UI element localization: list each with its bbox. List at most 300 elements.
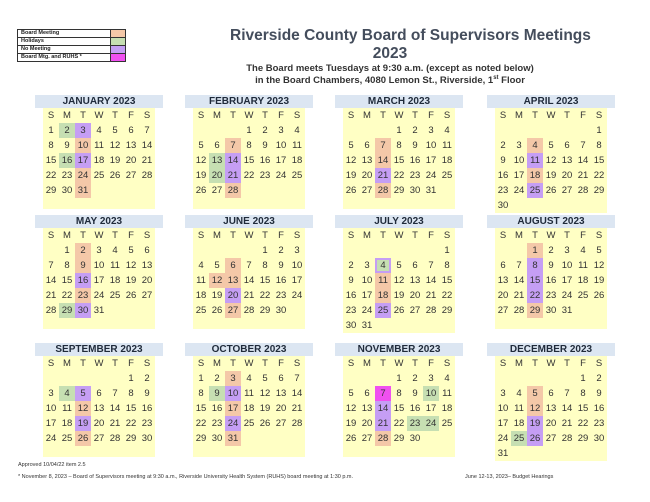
weekday-label: S xyxy=(293,230,301,241)
weekday-label: M xyxy=(213,358,221,369)
day-cell: 3 xyxy=(428,373,434,384)
day-cell: 2 xyxy=(412,373,418,384)
day-cell: 15 xyxy=(259,275,271,286)
day-cell: 8 xyxy=(198,388,204,399)
day-cell: 28 xyxy=(109,433,121,444)
empty-cell xyxy=(575,123,591,138)
day-cell: 31 xyxy=(561,305,573,316)
day-cell: 8 xyxy=(396,140,402,151)
day-cell: 19 xyxy=(545,170,557,181)
day-cell: 14 xyxy=(425,275,437,286)
weekday-label: S xyxy=(499,110,507,121)
day-cell: 25 xyxy=(441,418,453,429)
empty-cell xyxy=(559,371,575,386)
day-cell: 26 xyxy=(345,185,357,196)
weekday-label: S xyxy=(143,110,151,121)
weekday-label: S xyxy=(595,110,603,121)
day-cell: 23 xyxy=(545,290,557,301)
weekday-label: F xyxy=(278,110,284,121)
day-cell: 6 xyxy=(364,140,370,151)
weekday-label: T xyxy=(532,230,538,241)
day-cell: 25 xyxy=(441,170,453,181)
day-cell: 17 xyxy=(291,275,303,286)
day-cell: 23 xyxy=(141,418,153,429)
day-cell: 7 xyxy=(375,386,391,401)
empty-cell xyxy=(375,123,391,138)
day-cell: 25 xyxy=(109,290,121,301)
day-cell: 22 xyxy=(61,290,73,301)
month-september xyxy=(35,343,163,457)
day-cell: 25 xyxy=(291,170,303,181)
superscript: st xyxy=(493,74,499,81)
day-cell: 12 xyxy=(345,403,357,414)
day-cell: 18 xyxy=(441,403,453,414)
weekday-label: T xyxy=(532,358,538,369)
day-cell: 11 xyxy=(514,403,524,414)
day-cell: 13 xyxy=(93,403,105,414)
legend-swatch xyxy=(110,54,125,61)
empty-cell xyxy=(375,371,391,386)
day-cell: 9 xyxy=(278,260,284,271)
day-cell: 20 xyxy=(409,290,421,301)
day-cell: 25 xyxy=(61,433,73,444)
legend-swatch xyxy=(110,46,125,53)
weekday-label: S xyxy=(143,230,151,241)
day-cell: 22 xyxy=(593,170,605,181)
day-cell: 11 xyxy=(244,388,254,399)
month-title: JANUARY 2023 xyxy=(35,95,163,108)
day-cell: 4 xyxy=(444,125,450,136)
empty-cell xyxy=(359,371,375,386)
day-cell: 3 xyxy=(75,123,91,138)
day-cell: 23 xyxy=(497,185,509,196)
empty-cell xyxy=(559,123,575,138)
empty-cell xyxy=(359,123,375,138)
day-cell: 15 xyxy=(125,403,137,414)
empty-cell xyxy=(59,371,75,386)
month-title: APRIL 2023 xyxy=(487,95,615,108)
day-cell: 3 xyxy=(500,388,506,399)
budget-hearings-note: June 12-13, 2023– Budget Hearings xyxy=(465,474,554,480)
day-cell: 27 xyxy=(125,170,137,181)
month-title: AUGUST 2023 xyxy=(487,215,615,228)
day-cell: 31 xyxy=(425,185,437,196)
month-june xyxy=(185,215,313,329)
empty-cell xyxy=(511,123,527,138)
day-cell: 30 xyxy=(275,305,287,316)
day-cell: 12 xyxy=(545,155,557,166)
day-cell: 26 xyxy=(211,305,223,316)
day-cell: 22 xyxy=(45,170,57,181)
weekday-label: F xyxy=(278,230,284,241)
month-body xyxy=(43,356,155,457)
weekday-label: S xyxy=(595,230,603,241)
day-cell: 23 xyxy=(345,305,357,316)
day-cell: 14 xyxy=(225,153,241,168)
day-cell: 29 xyxy=(441,305,453,316)
empty-cell xyxy=(527,123,543,138)
day-cell: 27 xyxy=(561,185,573,196)
day-cell: 16 xyxy=(275,275,287,286)
day-cell: 17 xyxy=(561,275,573,286)
day-cell: 17 xyxy=(425,403,437,414)
month-may xyxy=(35,215,163,329)
day-cell: 13 xyxy=(561,155,573,166)
day-cell: 10 xyxy=(561,260,573,271)
weekday-label: F xyxy=(128,230,134,241)
day-cell: 2 xyxy=(59,123,75,138)
legend-item xyxy=(18,54,125,61)
day-cell: 1 xyxy=(48,125,54,136)
day-cell: 21 xyxy=(243,290,255,301)
day-cell: 9 xyxy=(500,155,506,166)
legend-item xyxy=(18,46,125,54)
legend-item xyxy=(18,30,125,38)
month-title: MAY 2023 xyxy=(35,215,163,228)
day-cell: 29 xyxy=(593,185,605,196)
empty-cell xyxy=(193,123,209,138)
month-november xyxy=(335,343,463,457)
day-cell: 17 xyxy=(275,155,287,166)
month-title: JULY 2023 xyxy=(335,215,463,228)
month-body xyxy=(343,108,455,209)
weekday-label: M xyxy=(515,230,523,241)
weekday-label: T xyxy=(380,230,386,241)
day-cell: 22 xyxy=(259,290,271,301)
day-cell: 27 xyxy=(361,185,373,196)
weekday-label: M xyxy=(63,230,71,241)
day-cell: 15 xyxy=(195,403,207,414)
day-cell: 26 xyxy=(545,185,557,196)
day-cell: 22 xyxy=(527,288,543,303)
day-cell: 1 xyxy=(246,125,252,136)
day-cell: 13 xyxy=(361,155,373,166)
empty-cell xyxy=(43,371,59,386)
weekday-label: W xyxy=(244,110,254,121)
legend-swatch xyxy=(110,38,125,45)
day-cell: 23 xyxy=(75,288,91,303)
day-cell: 23 xyxy=(211,418,223,429)
day-cell: 7 xyxy=(246,260,252,271)
weekday-label: S xyxy=(47,110,55,121)
day-cell: 3 xyxy=(516,140,522,151)
day-cell: 6 xyxy=(564,140,570,151)
month-title: OCTOBER 2023 xyxy=(185,343,313,356)
weekday-label: T xyxy=(564,110,570,121)
day-cell: 4 xyxy=(375,258,391,273)
day-cell: 8 xyxy=(262,260,268,271)
day-cell: 22 xyxy=(195,418,207,429)
weekday-label: M xyxy=(363,230,371,241)
day-cell: 29 xyxy=(393,433,405,444)
day-cell: 6 xyxy=(500,260,506,271)
day-cell: 18 xyxy=(243,403,255,414)
day-cell: 2 xyxy=(144,373,150,384)
subtitle-line-1: The Board meets Tuesdays at 9:30 a.m. (except as noted below) xyxy=(246,63,534,74)
day-cell: 6 xyxy=(96,388,102,399)
weekday-label: W xyxy=(394,358,404,369)
day-cell: 12 xyxy=(259,388,271,399)
day-cell: 20 xyxy=(275,403,287,414)
empty-cell xyxy=(407,243,423,258)
month-body xyxy=(495,356,607,461)
day-cell: 24 xyxy=(361,305,373,316)
day-cell: 15 xyxy=(243,155,255,166)
day-cell: 19 xyxy=(109,155,121,166)
day-cell: 4 xyxy=(198,260,204,271)
month-body xyxy=(495,228,607,329)
day-cell: 1 xyxy=(580,373,586,384)
day-cell: 22 xyxy=(243,170,255,181)
day-cell: 13 xyxy=(409,275,421,286)
empty-cell xyxy=(543,371,559,386)
day-cell: 5 xyxy=(112,125,118,136)
day-cell: 10 xyxy=(75,138,91,153)
legend-label: No Meeting xyxy=(21,46,51,52)
day-cell: 16 xyxy=(497,170,509,181)
month-body xyxy=(193,228,305,329)
day-cell: 7 xyxy=(112,388,118,399)
legend-label: Board Meeting xyxy=(21,30,60,36)
day-cell: 24 xyxy=(497,433,509,444)
day-cell: 21 xyxy=(513,290,525,301)
day-cell: 5 xyxy=(214,260,220,271)
day-cell: 10 xyxy=(425,140,437,151)
empty-cell xyxy=(511,243,527,258)
day-cell: 2 xyxy=(278,245,284,256)
weekday-label: T xyxy=(80,230,86,241)
day-cell: 17 xyxy=(425,155,437,166)
weekday-label: W xyxy=(546,110,556,121)
month-title: JUNE 2023 xyxy=(185,215,313,228)
day-cell: 10 xyxy=(423,386,439,401)
day-cell: 23 xyxy=(409,170,421,181)
day-cell: 21 xyxy=(291,403,303,414)
day-cell: 6 xyxy=(225,258,241,273)
day-cell: 21 xyxy=(425,290,437,301)
day-cell: 13 xyxy=(545,403,557,414)
day-cell: 19 xyxy=(195,170,207,181)
day-cell: 16 xyxy=(409,155,421,166)
day-cell: 28 xyxy=(291,418,303,429)
legend-label: Holidays xyxy=(21,38,44,44)
month-july xyxy=(335,215,463,333)
day-cell: 21 xyxy=(225,168,241,183)
day-cell: 30 xyxy=(545,305,557,316)
empty-cell xyxy=(423,243,439,258)
day-cell: 4 xyxy=(59,386,75,401)
day-cell: 6 xyxy=(144,245,150,256)
day-cell: 14 xyxy=(109,403,121,414)
day-cell: 11 xyxy=(62,403,72,414)
weekday-label: S xyxy=(443,110,451,121)
day-cell: 20 xyxy=(497,290,509,301)
day-cell: 15 xyxy=(577,403,589,414)
weekday-label: S xyxy=(347,110,355,121)
day-cell: 8 xyxy=(596,140,602,151)
day-cell: 8 xyxy=(580,388,586,399)
day-cell: 25 xyxy=(195,305,207,316)
day-cell: 3 xyxy=(278,125,284,136)
day-cell: 31 xyxy=(497,448,509,459)
day-cell: 24 xyxy=(513,185,525,196)
empty-cell xyxy=(193,243,209,258)
day-cell: 19 xyxy=(211,290,223,301)
weekday-label: S xyxy=(197,110,205,121)
empty-cell xyxy=(543,123,559,138)
day-cell: 2 xyxy=(596,373,602,384)
day-cell: 26 xyxy=(125,290,137,301)
day-cell: 1 xyxy=(128,373,134,384)
day-cell: 2 xyxy=(500,140,506,151)
footnote: * November 8, 2023 – Board of Supervisors meeting at 9:30 a.m., Riverside University Health System (RUHS) board meeting at 1:30 p.m. xyxy=(18,474,354,480)
day-cell: 5 xyxy=(128,245,134,256)
day-cell: 13 xyxy=(225,273,241,288)
day-cell: 24 xyxy=(423,416,439,431)
empty-cell xyxy=(225,243,241,258)
day-cell: 27 xyxy=(225,303,241,318)
weekday-label: S xyxy=(499,358,507,369)
day-cell: 21 xyxy=(375,168,391,183)
day-cell: 8 xyxy=(128,388,134,399)
day-cell: 11 xyxy=(527,153,543,168)
day-cell: 1 xyxy=(198,373,204,384)
month-title: SEPTEMBER 2023 xyxy=(35,343,163,356)
day-cell: 5 xyxy=(198,140,204,151)
day-cell: 22 xyxy=(577,418,589,429)
day-cell: 5 xyxy=(396,260,402,271)
day-cell: 12 xyxy=(393,275,405,286)
empty-cell xyxy=(359,243,375,258)
day-cell: 30 xyxy=(75,303,91,318)
weekday-label: S xyxy=(293,358,301,369)
page-title: Riverside County Board of Supervisors Meetings xyxy=(230,27,591,44)
day-cell: 7 xyxy=(225,138,241,153)
day-cell: 25 xyxy=(511,431,527,446)
day-cell: 19 xyxy=(125,275,137,286)
day-cell: 27 xyxy=(141,290,153,301)
day-cell: 17 xyxy=(75,153,91,168)
day-cell: 20 xyxy=(225,288,241,303)
day-cell: 13 xyxy=(275,388,287,399)
month-body xyxy=(43,228,155,329)
day-cell: 27 xyxy=(275,418,287,429)
weekday-label: F xyxy=(428,358,434,369)
subtitle-text: in the Board Chambers, 4080 Lemon St., Riverside, 1 xyxy=(255,75,494,86)
day-cell: 10 xyxy=(225,386,241,401)
day-cell: 24 xyxy=(93,290,105,301)
day-cell: 10 xyxy=(291,260,303,271)
day-cell: 1 xyxy=(596,125,602,136)
weekday-label: S xyxy=(47,230,55,241)
day-cell: 15 xyxy=(593,155,605,166)
day-cell: 3 xyxy=(48,388,54,399)
weekday-label: S xyxy=(293,110,301,121)
day-cell: 25 xyxy=(527,183,543,198)
legend xyxy=(17,29,126,62)
weekday-label: S xyxy=(197,230,205,241)
empty-cell xyxy=(75,371,91,386)
day-cell: 28 xyxy=(141,170,153,181)
weekday-label: S xyxy=(347,230,355,241)
day-cell: 5 xyxy=(75,386,91,401)
weekday-label: T xyxy=(112,230,118,241)
empty-cell xyxy=(375,243,391,258)
day-cell: 1 xyxy=(527,243,543,258)
day-cell: 2 xyxy=(214,373,220,384)
empty-cell xyxy=(495,371,511,386)
day-cell: 19 xyxy=(75,416,91,431)
empty-cell xyxy=(91,371,107,386)
month-february xyxy=(185,95,313,209)
day-cell: 15 xyxy=(527,273,543,288)
day-cell: 30 xyxy=(593,433,605,444)
day-cell: 15 xyxy=(61,275,73,286)
day-cell: 9 xyxy=(209,386,225,401)
day-cell: 22 xyxy=(393,418,405,429)
day-cell: 5 xyxy=(348,388,354,399)
day-cell: 2 xyxy=(262,125,268,136)
weekday-label: W xyxy=(244,230,254,241)
day-cell: 22 xyxy=(125,418,137,429)
day-cell: 25 xyxy=(375,303,391,318)
day-cell: 20 xyxy=(361,170,373,181)
weekday-label: S xyxy=(443,230,451,241)
weekday-label: T xyxy=(532,110,538,121)
day-cell: 4 xyxy=(96,125,102,136)
day-cell: 18 xyxy=(109,275,121,286)
day-cell: 26 xyxy=(75,431,91,446)
day-cell: 30 xyxy=(61,185,73,196)
day-cell: 24 xyxy=(225,416,241,431)
day-cell: 15 xyxy=(393,155,405,166)
day-cell: 30 xyxy=(211,433,223,444)
day-cell: 16 xyxy=(211,403,223,414)
day-cell: 28 xyxy=(375,431,391,446)
day-cell: 13 xyxy=(141,260,153,271)
weekday-label: M xyxy=(63,110,71,121)
weekday-label: F xyxy=(580,230,586,241)
weekday-label: F xyxy=(128,358,134,369)
month-body xyxy=(193,108,305,209)
weekday-label: W xyxy=(546,358,556,369)
day-cell: 12 xyxy=(209,273,225,288)
day-cell: 20 xyxy=(361,418,373,429)
day-cell: 18 xyxy=(93,155,105,166)
day-cell: 16 xyxy=(259,155,271,166)
day-cell: 28 xyxy=(425,305,437,316)
weekday-label: S xyxy=(595,358,603,369)
day-cell: 7 xyxy=(144,125,150,136)
day-cell: 29 xyxy=(125,433,137,444)
day-cell: 25 xyxy=(243,418,255,429)
day-cell: 19 xyxy=(345,170,357,181)
weekday-label: F xyxy=(580,110,586,121)
day-cell: 1 xyxy=(64,245,70,256)
day-cell: 31 xyxy=(93,305,105,316)
day-cell: 17 xyxy=(513,170,525,181)
day-cell: 24 xyxy=(75,168,91,183)
day-cell: 11 xyxy=(94,140,104,151)
day-cell: 17 xyxy=(497,418,509,429)
empty-cell xyxy=(225,123,241,138)
day-cell: 2 xyxy=(348,260,354,271)
day-cell: 16 xyxy=(75,273,91,288)
month-title: FEBRUARY 2023 xyxy=(185,95,313,108)
day-cell: 23 xyxy=(275,290,287,301)
day-cell: 19 xyxy=(527,416,543,431)
subtitle-text-end: Floor xyxy=(498,75,525,86)
